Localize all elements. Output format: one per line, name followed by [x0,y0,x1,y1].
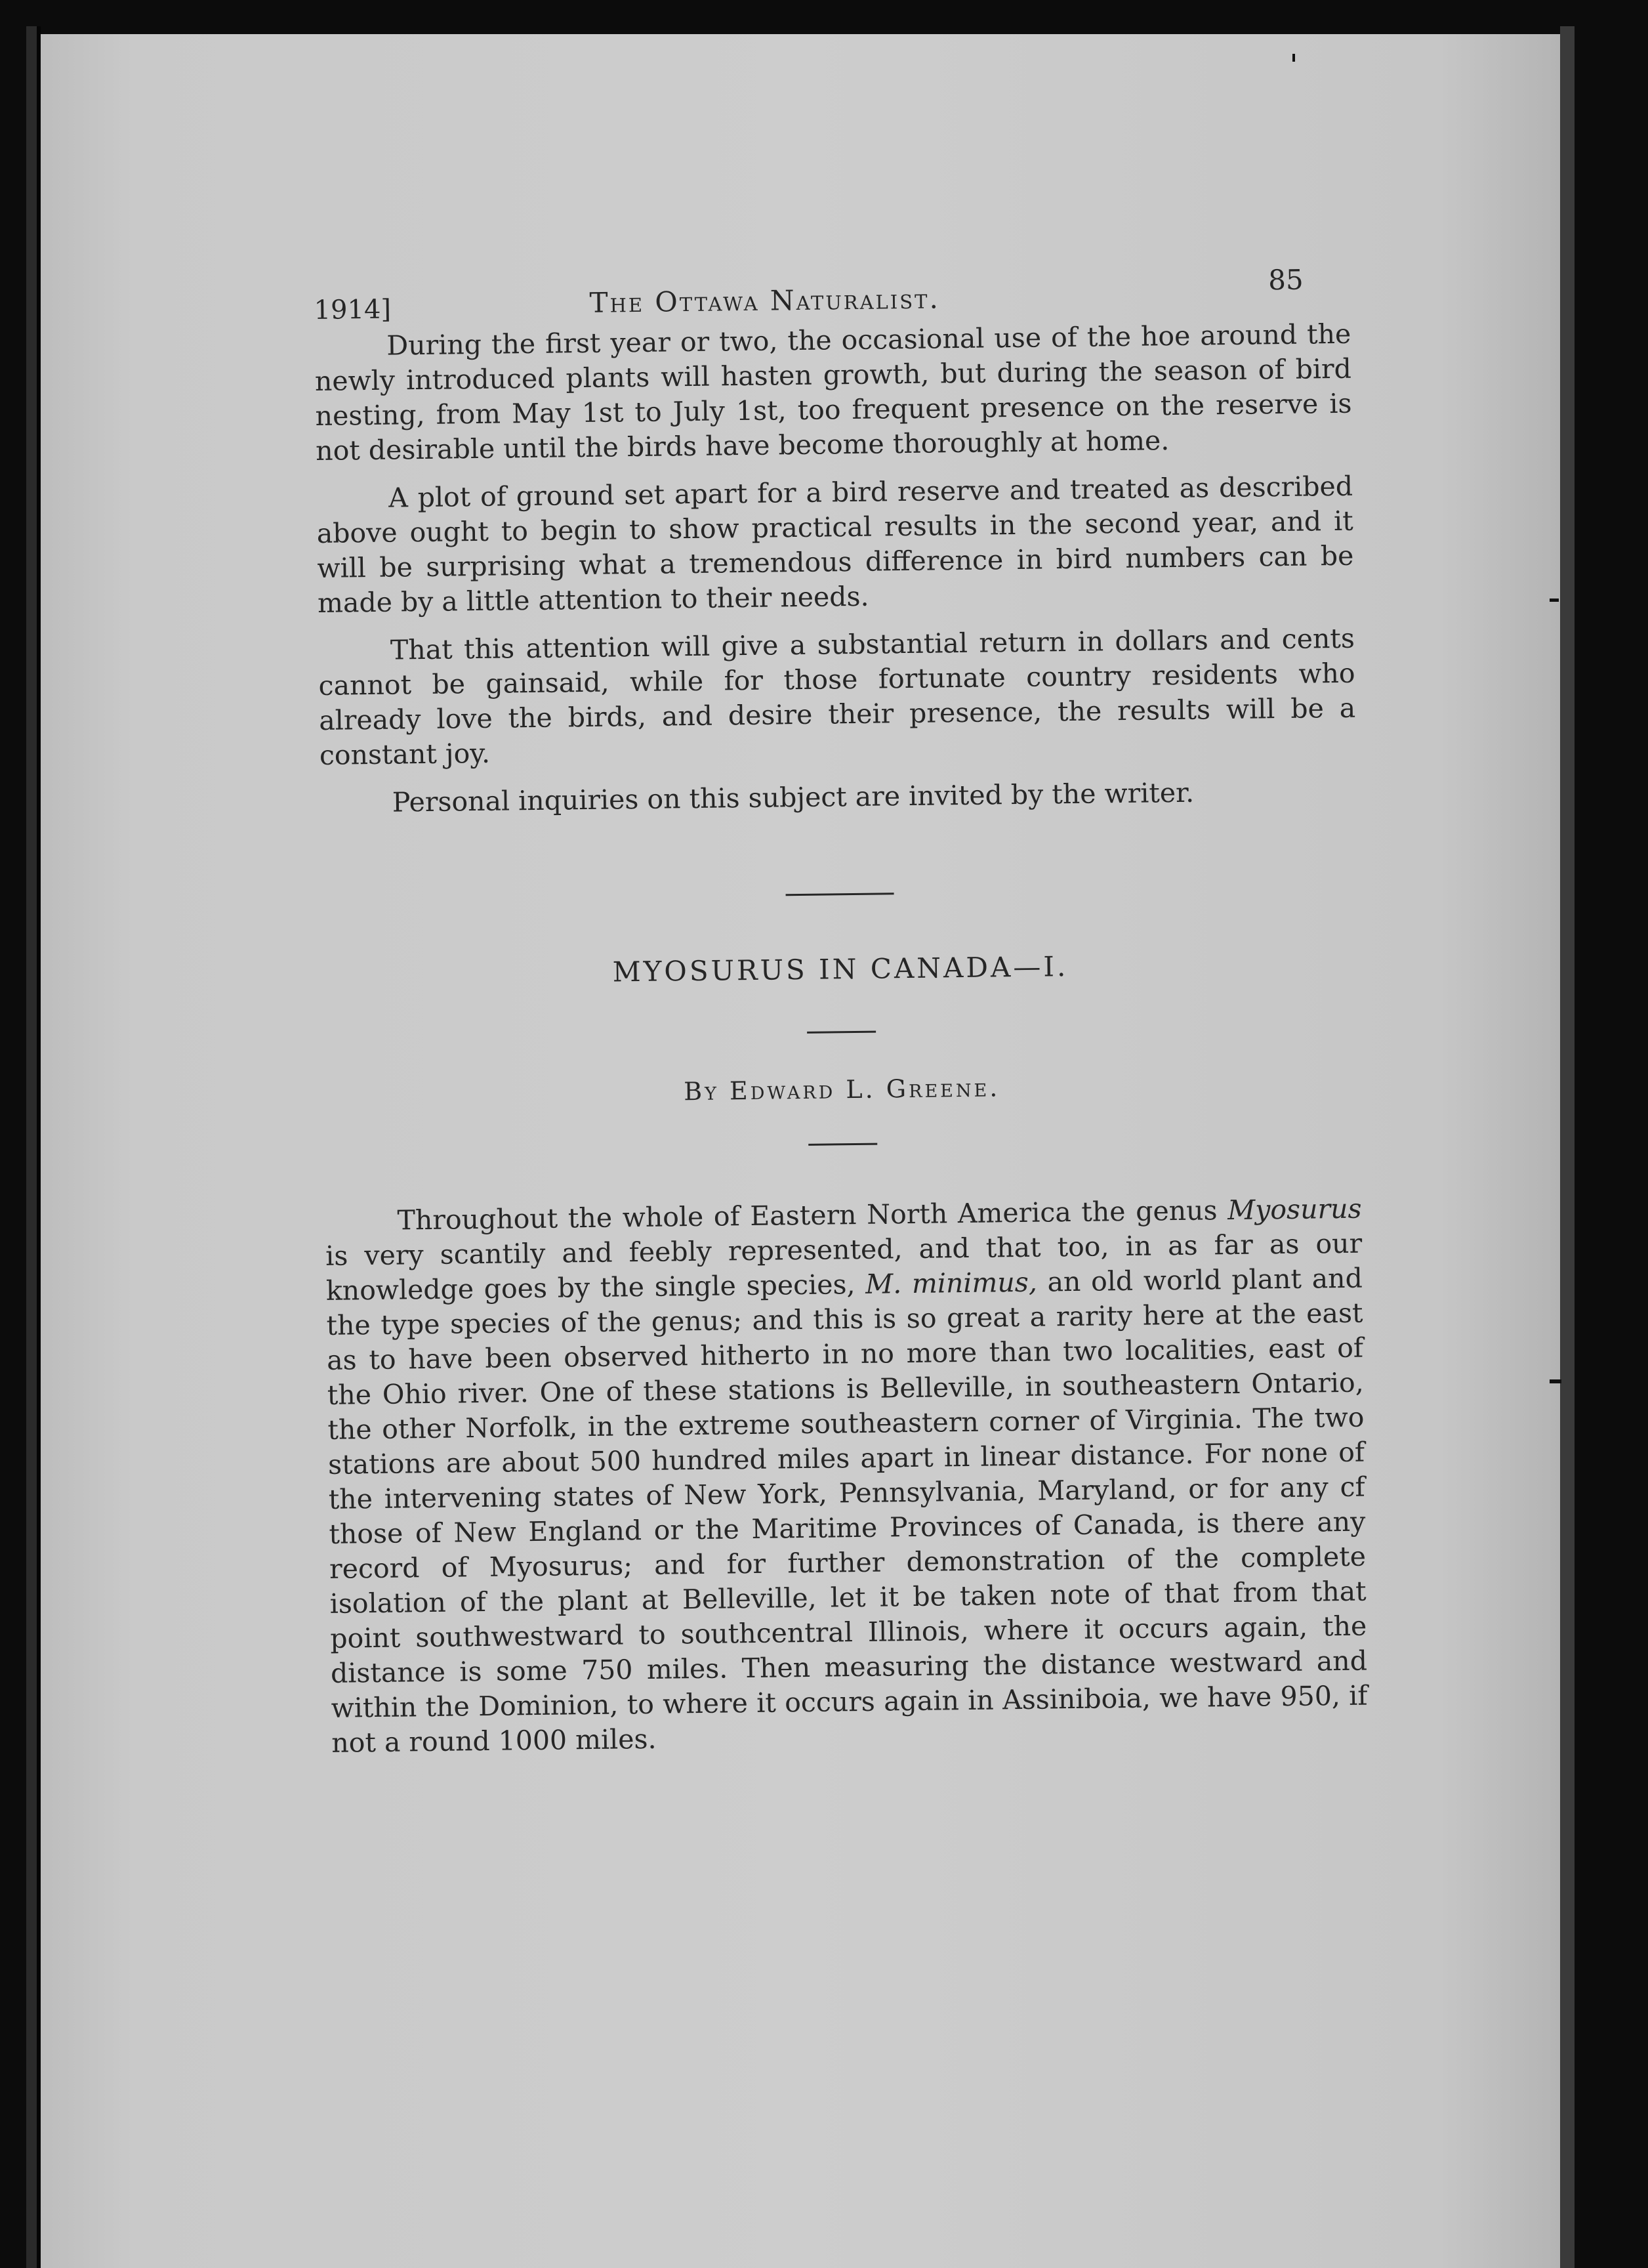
paragraph: During the first year or two, the occasional use of the hoe around the newly introduced plants will hasten growth, but during the season of bird nesting, from May 1st to July 1st, too frequent presence on the reserve is not desirable until the birds have become thoroughly at home. [314,318,1352,467]
running-head-year: 1914] [314,294,392,326]
page-gutter-edge [26,26,41,2268]
running-head-journal: The Ottawa Naturalist. [589,282,941,319]
dust-speck [1550,598,1559,602]
body-text: an old world plant and the type species of the genus; and this is so great a rarity here at the east as to have been observed hitherto in no more than two localities, east of the Ohio river. One of these stations is Belleville, in southeastern Ontario, the other Norfolk, in the extreme southeastern corner of Virginia. The two stations are about 500 hundred miles apart in linear distance. For none of the intervening states of New York, Pennsylvania, Maryland, or for any cf those of New England or the Maritime Provinces of Canada, is there any record of Myosurus; and for further demonstration of the complete isolation of the plant at Belleville, let it be taken note of that from that point southwestward to southcentral Illinois, where it occurs again, the distance is some 750 miles. Then measuring the distance westward and within the Dominion, to where it occurs again in Assiniboia, we have 950, if not a round 1000 miles. [326,1262,1368,1759]
byline-rule [808,1143,877,1146]
body-text: is very scantily and feebly represented, and that too, in as far as our knowledge goes by the single species, [325,1227,1363,1307]
body-text: Throughout the whole of Eastern North America the genus [397,1194,1228,1236]
article-body-paragraph [325,1192,1368,1761]
dust-speck [1292,54,1295,62]
paragraph: That this attention will give a substantial return in dollars and cents cannot be gainsaid, while for those fortunate country residents who already love the birds, and desire their presence, the results will be a constant joy. [318,622,1356,771]
page-number: 85 [1267,263,1304,297]
page-right-edge [1560,26,1575,2268]
species-name: M. minimus, [865,1266,1038,1300]
section-divider [785,892,894,896]
genus-name: Myosurus [1227,1192,1362,1227]
paragraph: A plot of ground set apart for a bird reserve and treated as described above ought to begin to show practical results in the second year, and it will be surprising what a tremendous difference in bird numbers can be made by a little attention to their needs. [316,470,1354,619]
article-byline: By Edward L. Greene. [683,1073,1000,1106]
article-title: MYOSURUS IN CANADA—I. [612,950,1069,988]
dust-speck [1550,1379,1561,1383]
title-rule [807,1031,876,1034]
paragraph: Personal inquiries on this subject are invited by the writer. [392,776,1195,818]
page-content [314,263,1369,1774]
